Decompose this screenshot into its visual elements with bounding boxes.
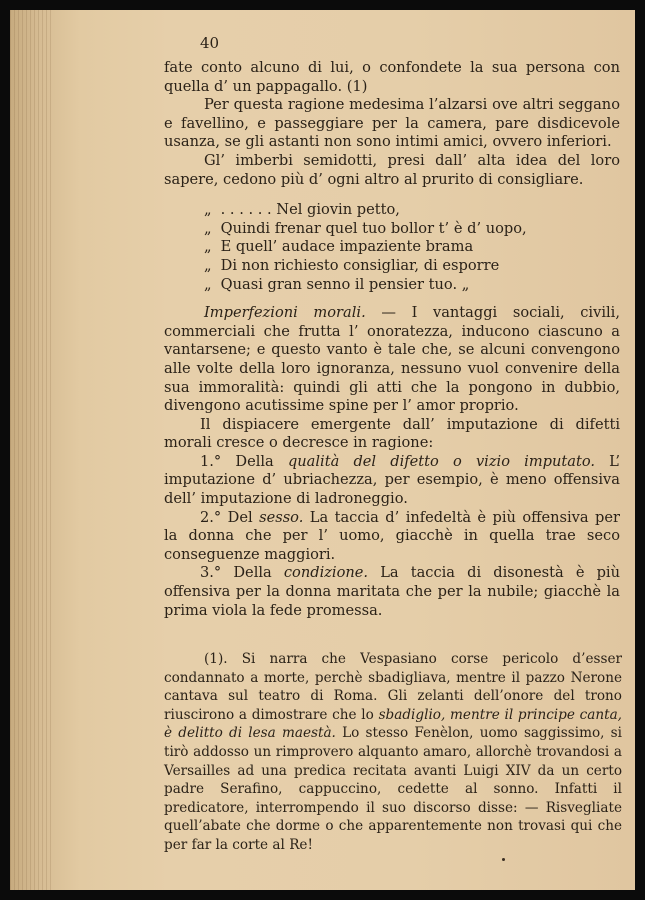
book-page	[10, 10, 635, 890]
main-text	[164, 59, 620, 620]
list-item-1: 1.° Della qualità del difetto o vizio imputato. L’ imputazione d’ ubriachezza, per esempio, è meno offensiva dell’ imputazione di ladroneggio.	[164, 452, 621, 508]
verse-line: „ Quasi gran senno il pensier tuo. „	[204, 275, 470, 293]
list-item-2: 2.° Del sesso. La taccia d’ infedeltà è più offensiva per la donna che per l’ uomo, giacchè in quella trae seco conseguenze maggiori.	[164, 508, 620, 563]
page-gutter	[10, 10, 52, 890]
verse-line: „ E quell’ audace impaziente brama	[204, 238, 474, 256]
paragraph-3: Gl’ imberbi semidotti, presi dall’ alta idea del loro sapere, cedono più d’ ogni altro al prurito di consigliare.	[164, 151, 620, 188]
footnote-text: (1). Si narra che Vespasiano corse pericolo d’esser condannato a morte, perchè sbadigliava, mentre il pazzo Nerone cantava sul teatro di Roma. Gli zelanti dell’onore del trono riuscirono a dimostrare che lo sbadiglio, mentre il principe canta, è delitto di lesa maestà. Lo stesso Fenèlon, uomo saggissimo, si tirò addosso un rimprovero alquanto amaro, allorchè trovandosi a Versailles ad una predica recitata avanti Luigi XIV da un certo padre Serafino, cappuccino, cedette al sonno. Infatti il predicatore, interrompendo il suo discorso disse: — Risvegliate quell’abate che dorme o che apparentemente non trovasi qui che per far la corte al Re!	[164, 651, 623, 853]
verse-quotation	[204, 201, 620, 294]
paragraph-5: Il dispiacere emergente dall’ imputazione di difetti morali cresce o decresce in ragione:	[164, 415, 620, 452]
verse-line: „ Quindi frenar quel tuo bollor t’ è d’ uopo,	[204, 219, 527, 237]
page-number: 40	[200, 34, 220, 52]
verse-line: „ . . . . . . Nel giovin petto,	[204, 201, 400, 219]
verse-line: „ Di non richiesto consigliar, di esporre	[204, 256, 500, 274]
paragraph-1: fate conto alcuno di lui, o confondete la sua persona con quella d’ un pappagallo. (1)	[164, 59, 620, 95]
footnote	[164, 650, 622, 855]
section-heading: Imperfezioni morali.	[204, 304, 366, 322]
paragraph-2: Per questa ragione medesima l’alzarsi ove altri seggano e favellino, e passeggiare per la camera, pare disdicevole usanza, se gli astanti non sono intimi amici, ovvero inferiori.	[164, 96, 620, 151]
ink-speck	[502, 858, 505, 861]
paragraph-imperfezioni: Imperfezioni morali. — I vantaggi sociali, civili, commerciali che frutta l’ onoratezza, inducono ciascuno a vantarsene; e questo vanto è tale che, se alcuni convengono alle volte della loro ignoranza, nessuno vuol convenire della sua immoralità: quindi gli atti che la pongono in dubbio, divengono acutissime spine per l’ amor proprio.	[164, 304, 620, 415]
list-item-3: 3.° Della condizione. La taccia di disonestà è più offensiva per la donna maritata che per la nubile; giacchè la prima viola la fede promessa.	[164, 564, 620, 619]
